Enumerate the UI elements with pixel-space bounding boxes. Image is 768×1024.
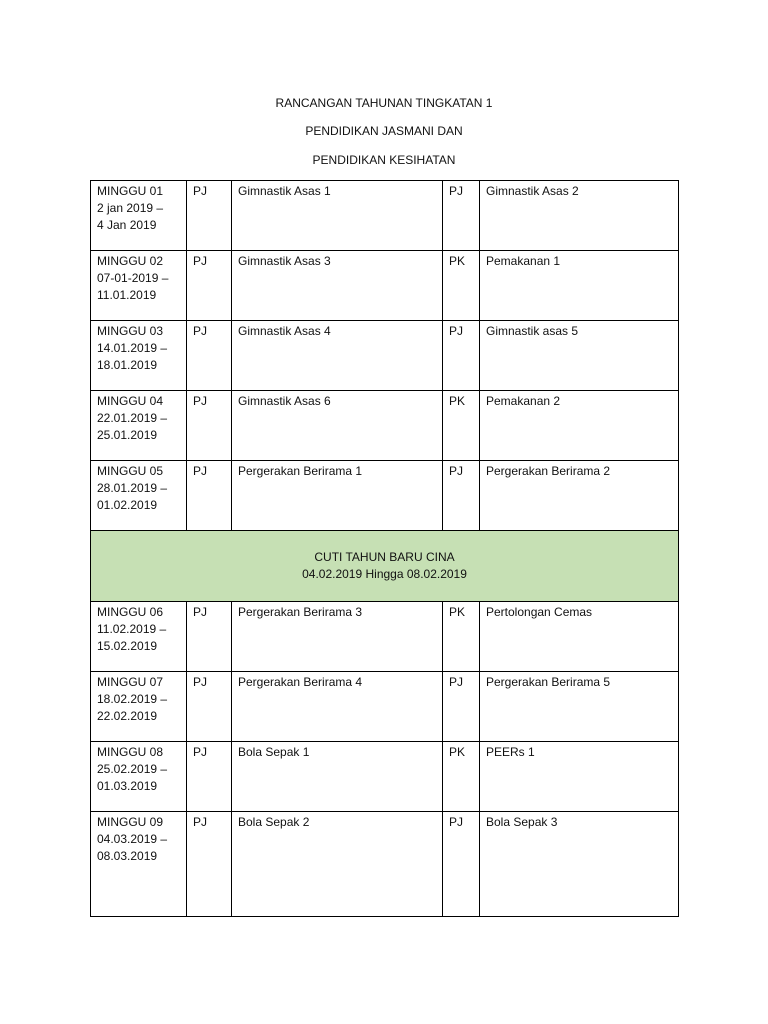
week-name: MINGGU 01 bbox=[97, 184, 164, 198]
week-end-date: 08.03.2019 bbox=[97, 849, 158, 863]
topic-1: Gimnastik Asas 3 bbox=[232, 251, 443, 321]
table-row bbox=[91, 321, 679, 391]
subject-code-1: PJ bbox=[187, 461, 232, 531]
subject-code-1: PJ bbox=[187, 812, 232, 917]
topic-1: Gimnastik Asas 4 bbox=[232, 321, 443, 391]
topic-2: Gimnastik asas 5 bbox=[480, 321, 679, 391]
topic-1: Gimnastik Asas 6 bbox=[232, 391, 443, 461]
week-start-date: 14.01.2019 – bbox=[97, 341, 168, 355]
week-start-date: 04.03.2019 – bbox=[97, 832, 168, 846]
week-cell bbox=[91, 742, 187, 812]
week-start-date: 22.01.2019 – bbox=[97, 411, 168, 425]
topic-2: Gimnastik Asas 2 bbox=[480, 181, 679, 251]
week-cell bbox=[91, 181, 187, 251]
week-start-date: 18.02.2019 – bbox=[97, 692, 168, 706]
subject-code-1: PJ bbox=[187, 672, 232, 742]
week-end-date: 25.01.2019 bbox=[97, 428, 158, 442]
week-name: MINGGU 02 bbox=[97, 254, 164, 268]
topic-2: Pergerakan Berirama 5 bbox=[480, 672, 679, 742]
subject-code-1: PJ bbox=[187, 391, 232, 461]
holiday-title: CUTI TAHUN BARU CINA bbox=[314, 550, 455, 564]
week-cell bbox=[91, 251, 187, 321]
subject-code-1: PJ bbox=[187, 321, 232, 391]
topic-2: Pergerakan Berirama 2 bbox=[480, 461, 679, 531]
topic-1: Pergerakan Berirama 4 bbox=[232, 672, 443, 742]
subject-code-2: PJ bbox=[443, 812, 480, 917]
holiday-row bbox=[91, 531, 679, 602]
subject-code-1: PJ bbox=[187, 251, 232, 321]
subject-code-2: PJ bbox=[443, 181, 480, 251]
week-start-date: 25.02.2019 – bbox=[97, 762, 168, 776]
topic-1: Gimnastik Asas 1 bbox=[232, 181, 443, 251]
week-cell bbox=[91, 461, 187, 531]
topic-2: PEERs 1 bbox=[480, 742, 679, 812]
week-end-date: 15.02.2019 bbox=[97, 639, 158, 653]
subject-code-1: PJ bbox=[187, 181, 232, 251]
holiday-dates: 04.02.2019 Hingga 08.02.2019 bbox=[302, 567, 467, 581]
week-end-date: 01.02.2019 bbox=[97, 498, 158, 512]
week-start-date: 07-01-2019 – bbox=[97, 271, 169, 285]
week-end-date: 22.02.2019 bbox=[97, 709, 158, 723]
table-row bbox=[91, 181, 679, 251]
week-name: MINGGU 04 bbox=[97, 394, 164, 408]
table-row bbox=[91, 742, 679, 812]
table-row bbox=[91, 602, 679, 672]
subject-code-2: PJ bbox=[443, 461, 480, 531]
week-start-date: 11.02.2019 – bbox=[97, 622, 167, 636]
topic-2: Pertolongan Cemas bbox=[480, 602, 679, 672]
week-end-date: 01.03.2019 bbox=[97, 779, 158, 793]
holiday-cell bbox=[91, 531, 679, 602]
subject-code-2: PK bbox=[443, 602, 480, 672]
week-cell bbox=[91, 602, 187, 672]
week-name: MINGGU 09 bbox=[97, 815, 164, 829]
subject-code-2: PK bbox=[443, 391, 480, 461]
week-cell bbox=[91, 391, 187, 461]
subject-code-2: PJ bbox=[443, 672, 480, 742]
subject-code-1: PJ bbox=[187, 602, 232, 672]
week-name: MINGGU 06 bbox=[97, 605, 164, 619]
subject-code-1: PJ bbox=[187, 742, 232, 812]
subject-code-2: PK bbox=[443, 742, 480, 812]
document-title: RANCANGAN TAHUNAN TINGKATAN 1 bbox=[275, 96, 493, 110]
week-end-date: 18.01.2019 bbox=[97, 358, 158, 372]
week-cell bbox=[91, 321, 187, 391]
table-row bbox=[91, 812, 679, 917]
week-name: MINGGU 05 bbox=[97, 464, 164, 478]
topic-1: Pergerakan Berirama 3 bbox=[232, 602, 443, 672]
table-row bbox=[91, 461, 679, 531]
subject-code-2: PK bbox=[443, 251, 480, 321]
subject-title-line2: PENDIDIKAN KESIHATAN bbox=[312, 153, 456, 167]
week-name: MINGGU 03 bbox=[97, 324, 164, 338]
week-name: MINGGU 08 bbox=[97, 745, 164, 759]
week-end-date: 11.01.2019 bbox=[97, 288, 157, 302]
week-end-date: 4 Jan 2019 bbox=[97, 218, 157, 232]
table-row bbox=[91, 672, 679, 742]
week-name: MINGGU 07 bbox=[97, 675, 164, 689]
week-cell bbox=[91, 812, 187, 917]
topic-1: Pergerakan Berirama 1 bbox=[232, 461, 443, 531]
table-row bbox=[91, 251, 679, 321]
subject-code-2: PJ bbox=[443, 321, 480, 391]
topic-2: Pemakanan 1 bbox=[480, 251, 679, 321]
week-start-date: 2 jan 2019 – bbox=[97, 201, 164, 215]
week-start-date: 28.01.2019 – bbox=[97, 481, 168, 495]
table-row bbox=[91, 391, 679, 461]
topic-2: Bola Sepak 3 bbox=[480, 812, 679, 917]
week-cell bbox=[91, 672, 187, 742]
annual-plan-table bbox=[90, 180, 679, 917]
topic-2: Pemakanan 2 bbox=[480, 391, 679, 461]
subject-title-line1: PENDIDIKAN JASMANI DAN bbox=[305, 124, 463, 138]
topic-1: Bola Sepak 2 bbox=[232, 812, 443, 917]
topic-1: Bola Sepak 1 bbox=[232, 742, 443, 812]
